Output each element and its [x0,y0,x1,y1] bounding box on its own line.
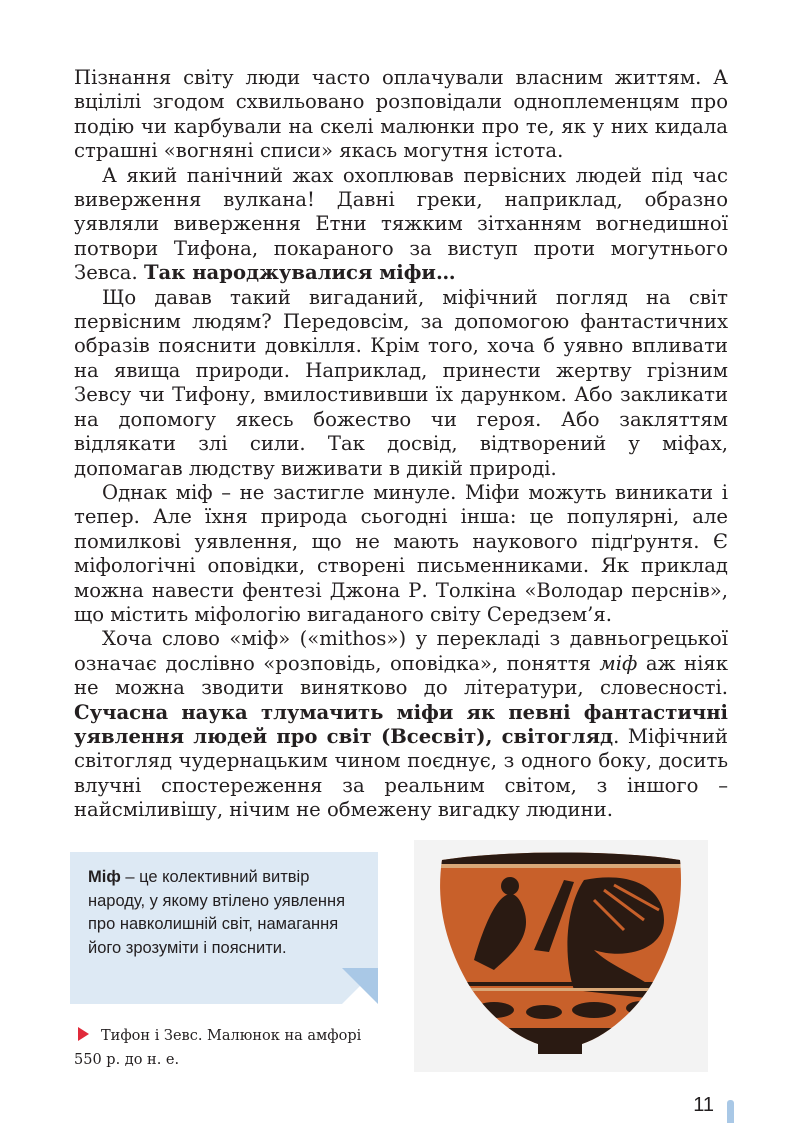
vase-figure [414,840,708,1072]
paragraph-1: Пізнання світу люди часто оплачували власним життям. А вцілілі згодом схвильовано розповідали одноплеменцям про подію чи карбували на скелі малюнки про те, як у них кидала страшні «вогняні списи» якась могутня істота. [74,66,728,163]
paragraph-5-part-c: . Міфічний світогляд чудернацьким чином поєднує, з одного боку, досить влучні спостереження за реальним світом, з іншого – найсміливішу, нічим не обмежену вигадку людини. [74,724,728,822]
paragraph-2 [74,164,728,286]
paragraph-2-bold: Так народжувалися міфи… [143,261,456,285]
definition-text [88,866,356,960]
amphora-illustration [414,840,708,1072]
paragraph-3: Що давав такий вигаданий, міфічний погляд на світ первісним людям? Передовсім, за допомогою фантастичних образів пояснити довкілля. Крім того, хоча б уявно впливати на явища природи. Наприклад, принести жертву грізним Зевсу чи Тифону, вмилостививши їх дарунком. Або закликати на допомогу якесь божество чи героя. Або закляттям відлякати злі сили. Так досвід, відтворений у міфах, допомагав людству виживати в дикій природі. [74,285,728,480]
main-text [74,66,728,823]
caption-text-1: Тифон і Зевс. Малюнок на амфорі [101,1028,362,1044]
definition-term: Міф [88,868,121,886]
caption-line-2: 550 р. до н. е. [74,1052,180,1068]
definition-body: – це колективний витвір народу, у якому втілено уявлення про навколишній світ, намагання його зрозуміти і пояснити. [88,868,346,957]
paragraph-5 [74,627,728,822]
caption-line-1 [74,1024,414,1048]
paragraph-5-bold: Сучасна наука тлумачить міфи як певні фантастичні уявлення людей про світ (Всесвіт), світогляд [74,700,728,748]
definition-box [70,852,378,1004]
caption-marker-icon [78,1027,89,1041]
paragraph-2-text: А який панічний жах охоплював первісних людей під час виверження вулкана! Давні греки, наприклад, образно уявляли виверження Етни тяжким зітханням вогнедишної потвори Тифона, покараного за виступ проти могутнього Зевса. [74,163,728,285]
paragraph-5-part-b: аж ніяк не можна зводити винятково до літератури, словесності. [74,651,728,700]
page-number: 11 [693,1094,714,1116]
page-edge-tab [727,1100,734,1123]
figure-caption [74,1024,414,1072]
paragraph-4: Однак міф – не застигле минуле. Міфи можуть виникати і тепер. Але їхня природа сьогодні інша: це популярні, але помилкові уявлення, що не мають наукового підґрунтя. Є міфологічні оповідки, створені письменниками. Як приклад можна навести фентезі Джона Р. Толкіна «Володар перснів», що містить міфологію вигаданого світу Середзем’я. [74,480,728,626]
paragraph-5-italic: міф [599,651,638,675]
page-corner-fold [342,968,378,1004]
paragraph-5-part-a: Хоча слово «міф» («mithos») у перекладі з давньогрецької означає дослівно «розповідь, оповідка», поняття [74,627,728,675]
